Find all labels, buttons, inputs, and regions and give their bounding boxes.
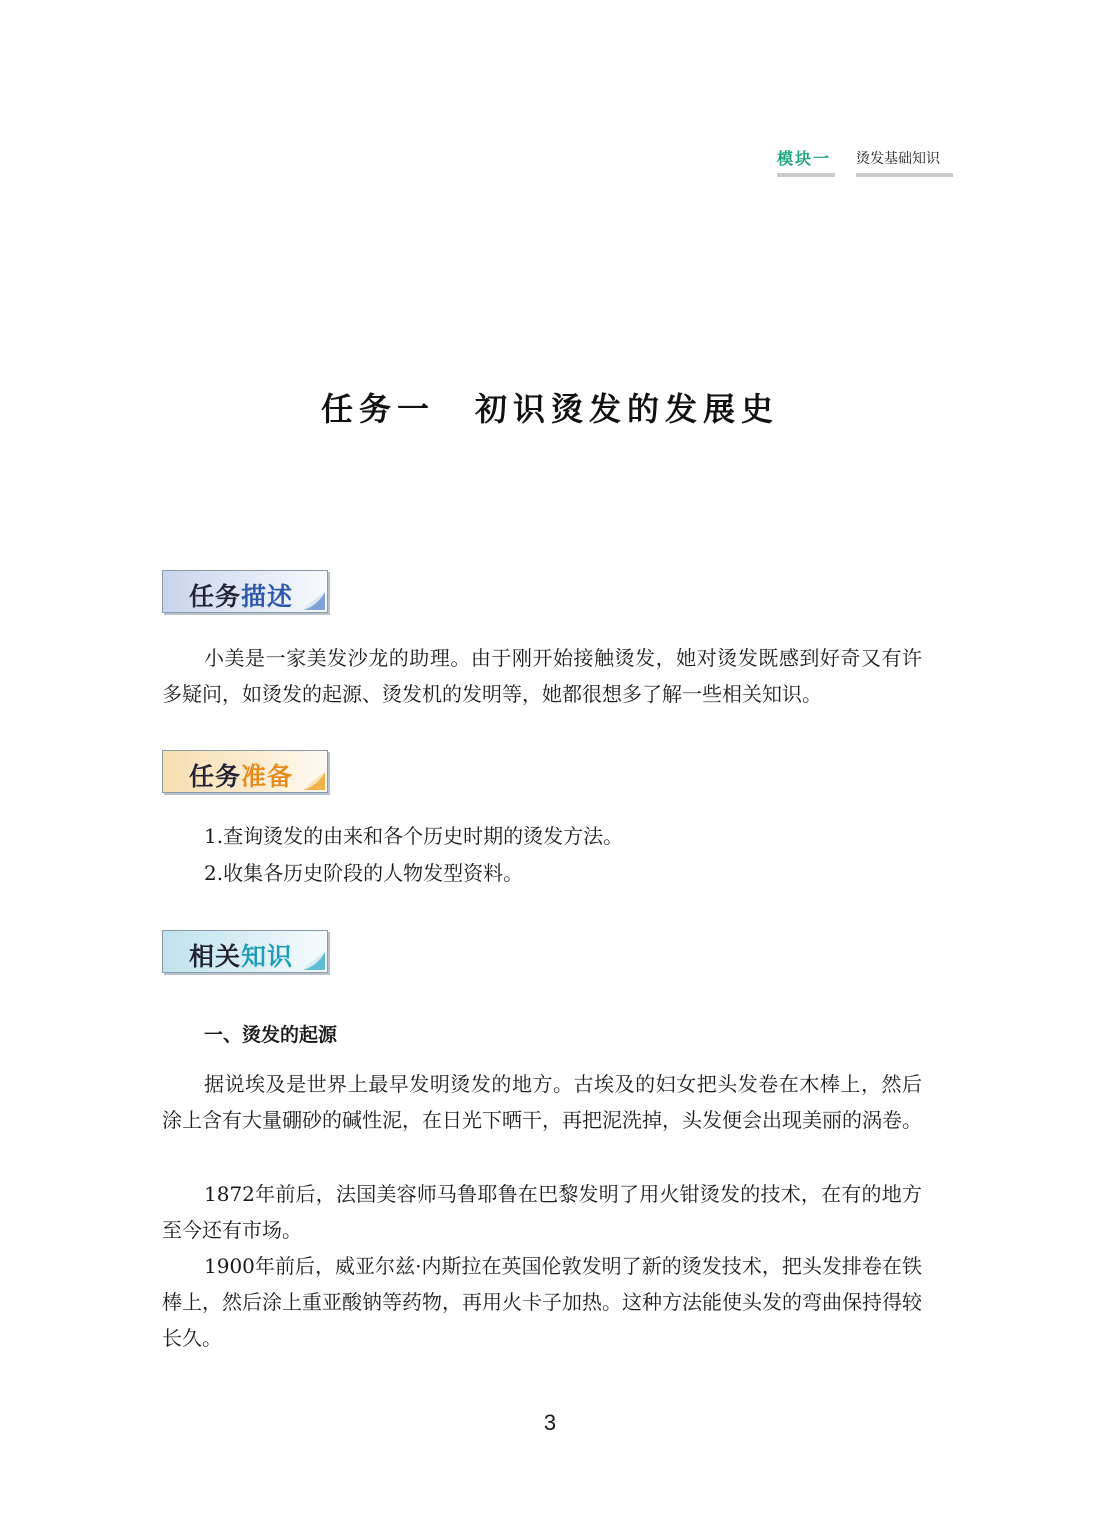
page-number: 3 — [543, 1410, 557, 1435]
knowledge-paragraph: 1900年前后，威亚尔兹·内斯拉在英国伦敦发明了新的烫发技术，把头发排卷在铁棒上，然后涂上重亚酸钠等药物，再用火卡子加热。这种方法能使头发的弯曲保持得较长久。 — [162, 1254, 922, 1350]
page-curl-icon — [303, 952, 325, 970]
preparation-item: 2.收集各历史阶段的人物发型资料。 — [204, 861, 524, 885]
header-module-label: 模块一 — [777, 146, 835, 177]
section-heading-knowledge — [162, 930, 328, 973]
section-heading-preparation — [162, 750, 328, 793]
section-heading-prefix: 任务 — [189, 582, 242, 611]
knowledge-paragraph: 1872年前后，法国美容师马鲁耶鲁在巴黎发明了用火钳烫发的技术，在有的地方至今还有市场。 — [162, 1182, 922, 1242]
page-curl-icon — [303, 772, 325, 790]
preparation-item: 1.查询烫发的由来和各个历史时期的烫发方法。 — [204, 824, 624, 848]
section-heading-suffix: 准备 — [241, 762, 294, 791]
section-heading-suffix: 知识 — [241, 942, 294, 971]
task-name: 初识烫发的发展史 — [475, 390, 780, 428]
page-title — [0, 384, 1100, 430]
header-section-title: 烫发基础知识 — [856, 148, 953, 177]
section-heading-description — [162, 570, 328, 613]
section-heading-prefix: 任务 — [189, 762, 242, 791]
section-heading-prefix: 相关 — [189, 942, 242, 971]
knowledge-subheading: 一、烫发的起源 — [204, 1024, 338, 1046]
task-number: 任务一 — [320, 390, 435, 428]
section-heading-suffix: 描述 — [241, 582, 294, 611]
page-curl-icon — [303, 592, 325, 610]
description-paragraph: 小美是一家美发沙龙的助理。由于刚开始接触烫发，她对烫发既感到好奇又有许多疑问，如烫发的起源、烫发机的发明等，她都很想多了解一些相关知识。 — [162, 646, 922, 706]
knowledge-paragraph: 据说埃及是世界上最早发明烫发的地方。古埃及的妇女把头发卷在木棒上，然后涂上含有大量硼砂的碱性泥，在日光下晒干，再把泥洗掉，头发便会出现美丽的涡卷。 — [162, 1072, 922, 1132]
